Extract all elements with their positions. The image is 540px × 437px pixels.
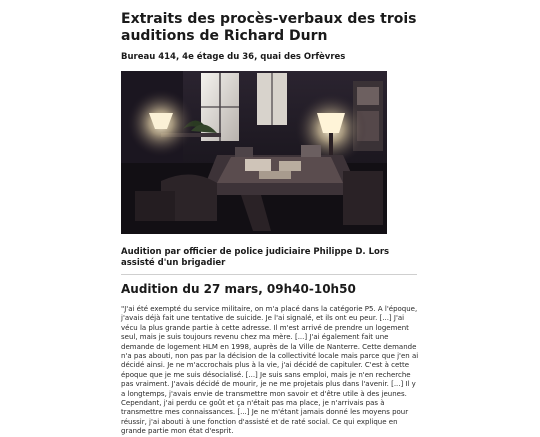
article-title: Extraits des procès-verbaux des trois auditions de Richard Durn	[121, 11, 417, 44]
testimony-text: "J'ai été exempté du service militaire, on m'a placé dans la catégorie P5. A l'époque, j'avais déjà fait une tentative de suicide. Je l'ai signalé, et ils ont eu peur. [...] J'ai vécu la plus grande partie à cette adresse. Il m'est arrivé de prendre un logement seul, mais je suis toujours revenu chez ma mère. [...] J'ai également fait une demande de logement HLM en 1998, auprès de la Ville de Nanterre. Cette demande n'a pas abouti, non pas par la décision de la collectivité locale mais parce que j'en ai décidé ainsi. Je ne m'accrochais plus à la vie, j'ai décidé de capituler. C'est à cette époque que je me suis désocialisé. [...] Je suis sans emploi, mais je n'en recherche pas vraiment. J'avais décidé de mourir, je ne me projetais plus dans l'avenir. [...] Il y a longtemps, j'avais envie de transmettre mon savoir et d'être utile à des jeunes. Cependant, j'ai perdu ce goût et ça n'était pas ma place, je n'arrivais pas à transmettre mes connaissances. [...] Je ne m'étant jamais donné les moyens pour réussir, j'ai abouti à une fonction d'assisté et de raté social. Ce qui explique en grande partie mon état d'esprit.	[121, 305, 419, 436]
photo-caption: Audition par officier de police judiciaire Philippe D. Lors assisté d'un brigadier	[121, 247, 390, 268]
section-heading: Audition du 27 mars, 09h40-10h50	[121, 282, 356, 296]
office-photo	[121, 71, 387, 234]
section-divider	[121, 274, 417, 275]
location-subtitle: Bureau 414, 4e étage du 36, quai des Orfèvres	[121, 52, 346, 62]
